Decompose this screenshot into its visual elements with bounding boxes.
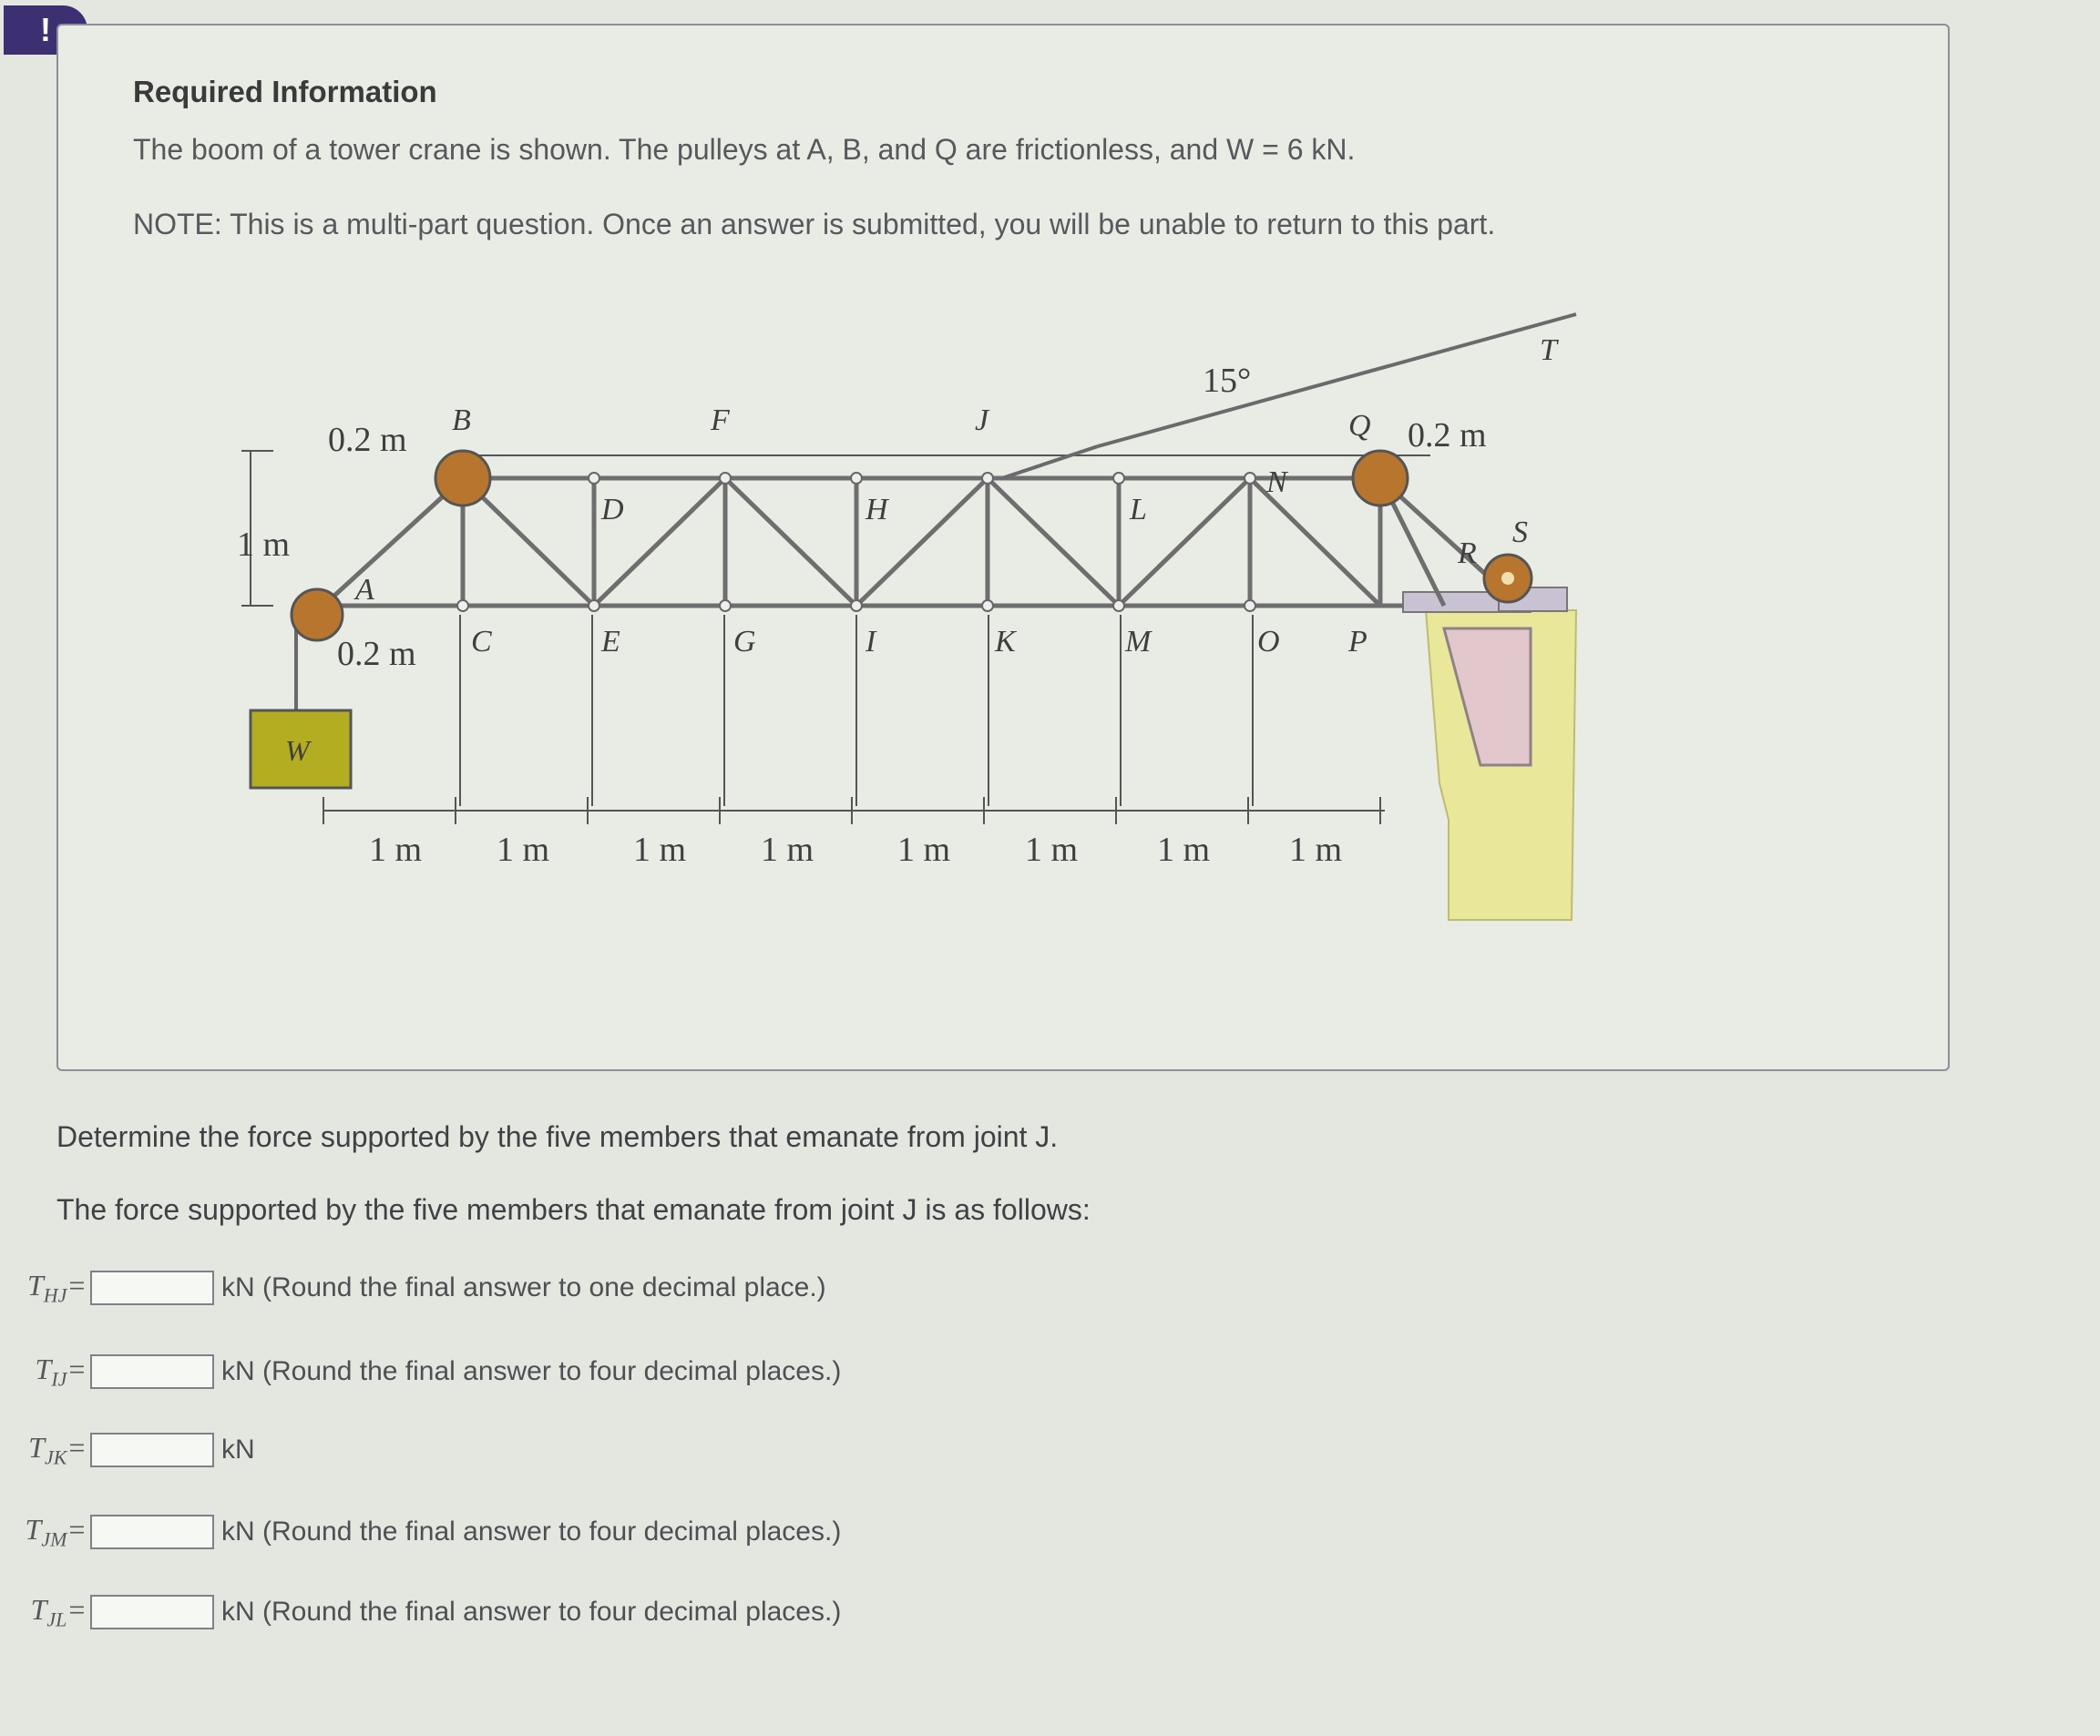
answer-note: kN (Round the final answer to four decimal places.) <box>221 1516 842 1547</box>
answer-note: kN <box>221 1435 255 1465</box>
dim-top-right: 0.2 m <box>1408 416 1487 454</box>
answer-row-tij <box>0 1350 841 1394</box>
dim-bottom-left: 0.2 m <box>337 635 416 673</box>
span-5: 1 m <box>897 831 951 869</box>
answer-input-tjk[interactable] <box>90 1433 214 1467</box>
answer-label: $T_{JM}=$ <box>25 1512 87 1551</box>
label-d: D <box>601 493 624 526</box>
label-o: O <box>1257 625 1280 659</box>
label-k: K <box>995 625 1016 659</box>
weight-block <box>251 710 351 788</box>
answer-label: $T_{JK}=$ <box>28 1430 87 1469</box>
label-b: B <box>452 403 471 437</box>
answer-input-thj[interactable] <box>90 1271 214 1305</box>
problem-statement: The boom of a tower crane is shown. The pulleys at A, B, and Q are frictionless, and W = 6 kN. <box>133 133 1356 166</box>
label-e: E <box>601 625 620 659</box>
label-s: S <box>1512 516 1528 549</box>
question-prompt: Determine the force supported by the five members that emanate from joint J. <box>56 1120 1059 1153</box>
dim-left-height: 1 m <box>237 526 291 564</box>
answer-label: $T_{JL}=$ <box>30 1592 87 1631</box>
tower-support <box>1403 587 1576 920</box>
answer-input-tij[interactable] <box>90 1354 214 1389</box>
answer-note: kN (Round the final answer to four decimal places.) <box>221 1597 842 1627</box>
label-g: G <box>733 625 756 659</box>
crane-boom-figure <box>219 273 1603 929</box>
multipart-note: NOTE: This is a multi-part question. Once an answer is submitted, you will be unable to return to this part. <box>133 208 1496 240</box>
span-8: 1 m <box>1289 831 1343 869</box>
answer-note: kN (Round the final answer to one decimal place.) <box>221 1272 826 1302</box>
label-l: L <box>1130 493 1147 526</box>
span-3: 1 m <box>633 831 687 869</box>
label-f: F <box>711 403 730 437</box>
weight-label: W <box>285 734 310 767</box>
dim-top-left: 0.2 m <box>328 421 407 459</box>
label-m: M <box>1125 625 1152 659</box>
label-p: P <box>1348 625 1368 659</box>
label-t: T <box>1540 333 1557 367</box>
label-q: Q <box>1348 409 1371 443</box>
truss-diagram <box>219 273 1603 929</box>
label-a: A <box>355 573 374 607</box>
span-6: 1 m <box>1025 831 1079 869</box>
answer-input-tjm[interactable] <box>90 1515 214 1549</box>
span-7: 1 m <box>1157 831 1211 869</box>
answer-row-tjl <box>0 1590 841 1634</box>
label-i: I <box>866 625 876 659</box>
dim-angle: 15° <box>1203 362 1252 400</box>
answer-row-tjk <box>0 1428 255 1472</box>
truss-members <box>323 478 1485 606</box>
label-j: J <box>975 403 989 437</box>
dimension-labels <box>237 362 1487 869</box>
label-n: N <box>1266 465 1287 499</box>
answer-row-thj <box>0 1266 826 1310</box>
label-h: H <box>866 493 888 526</box>
label-r: R <box>1458 536 1477 570</box>
exclamation-icon: ! <box>40 11 51 48</box>
info-heading: Required Information <box>133 75 437 108</box>
answer-label: $T_{IJ}=$ <box>35 1352 87 1391</box>
answer-label: $T_{HJ}=$ <box>26 1268 87 1307</box>
span-4: 1 m <box>761 831 814 869</box>
question-lead: The force supported by the five members that emanate from joint J is as follows: <box>56 1193 1091 1226</box>
answer-row-tjm <box>0 1510 841 1554</box>
span-2: 1 m <box>497 831 550 869</box>
span-1: 1 m <box>369 831 423 869</box>
answer-input-tjl[interactable] <box>90 1595 214 1629</box>
answer-note: kN (Round the final answer to four decimal places.) <box>221 1356 842 1386</box>
label-c: C <box>471 625 492 659</box>
